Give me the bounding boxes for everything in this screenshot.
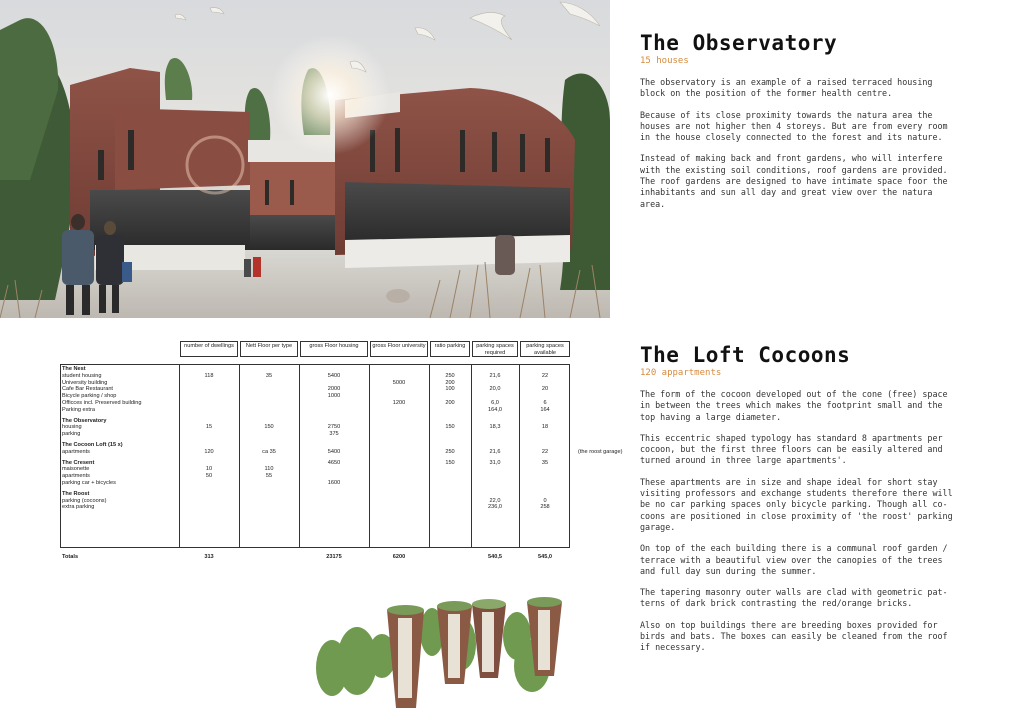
- table-row-label: Parking extra: [62, 406, 95, 413]
- table-cell: 21,6: [489, 448, 501, 455]
- table-cell: 35: [265, 372, 273, 379]
- loft-paragraph: The tapering masonry outer walls are clad with geometric pat- terns of dark brick contrasting the red/orange bricks.: [640, 587, 948, 609]
- table-group-label: The Roost: [62, 490, 90, 497]
- table-cell: 22: [541, 448, 549, 455]
- table-cell: 100: [445, 386, 455, 393]
- table-cell: 118: [204, 372, 214, 379]
- table-header-cell: number of dwellings: [180, 341, 238, 357]
- table-cell: 150: [264, 424, 274, 431]
- observatory-render-drawing: [0, 0, 610, 318]
- table-cell: 164,0: [488, 406, 502, 413]
- table-row-label: parking car + bicycles: [62, 480, 116, 486]
- sun-flare: [270, 35, 390, 155]
- table-cell: 31,0: [489, 459, 501, 466]
- cocoons-drawing: [312, 596, 572, 716]
- table-cell: 150: [445, 424, 455, 431]
- loft-paragraph: Also on top buildings there are breeding boxes provided for birds and bats. The boxes can easily be cleaned from the roof if necessary.: [640, 619, 948, 653]
- table-cell: 236,0: [488, 504, 502, 511]
- loft-paragraph: The form of the cocoon developed out of the cone (free) space in between the trees which makes the footprint small and the top having a large diameter.: [640, 389, 948, 422]
- table-cell: 55: [265, 473, 273, 480]
- loft-paragraph: This eccentric shaped typology has standard 8 apartments per cocoon, but the first three floors can be easily altered and turned around in three large apartments'.: [640, 432, 943, 466]
- table-header-cell: parking spaces available: [520, 341, 570, 357]
- table-cell: 18,3: [489, 424, 501, 431]
- program-table: [60, 340, 640, 570]
- tree-back: [165, 58, 192, 100]
- table-row-label: student housing: [62, 372, 102, 379]
- observatory-subtitle: 15 houses: [640, 56, 689, 66]
- observatory-paragraph: Instead of making back and front gardens, who will interfere with the existing soil conditions, roof gardens are provided. The roof gardens are designed to have intimate space foor the inhabitants and sun all day and great view over the natura area.: [640, 153, 948, 209]
- table-header-cell: Nett Floor per type: [240, 341, 298, 357]
- left-wing: [115, 108, 250, 190]
- table-cell: 120: [204, 448, 214, 455]
- table-cell: 1600: [327, 480, 341, 486]
- table-cell: 4650: [327, 459, 341, 466]
- table-row-label: apartments: [62, 473, 90, 480]
- table-cell: ca 35: [262, 448, 276, 455]
- table-cell: 110: [264, 466, 274, 473]
- table-row-label: parking (cocoons): [62, 497, 107, 504]
- table-cell: 21,6: [489, 372, 501, 379]
- table-column-rule: [369, 364, 370, 548]
- table-cell: 5400: [327, 372, 341, 379]
- table-totals-cell: 313: [204, 554, 214, 560]
- observatory-title: The Observatory: [640, 31, 838, 55]
- table-group-label: The Cresent: [62, 459, 95, 466]
- table-cell: 258: [540, 504, 550, 511]
- table-totals-cell: 6200: [392, 554, 406, 560]
- table-cell: 22: [541, 372, 549, 379]
- table-cell: 375: [329, 431, 339, 438]
- table-cell: 22,0: [489, 497, 501, 504]
- table-cell: 35: [541, 459, 549, 466]
- table-row-label: extra parking: [62, 504, 95, 511]
- table-cell: 5400: [327, 448, 341, 455]
- observatory-paragraph: The observatory is an example of a raised terraced housing block on the position of the former health centre.: [640, 77, 933, 99]
- table-cell: 1000: [327, 393, 341, 400]
- loft-cocoons-section: [640, 342, 1000, 654]
- table-row-label: Bicycle parking / shop: [62, 393, 117, 400]
- table-cell: 150: [445, 459, 455, 466]
- trees: [316, 608, 550, 696]
- observatory-paragraph: Because of its close proximity towards the natura area the houses are not higher then 4 storeys. But are from every room in the house closely connected to the forest and its nature.: [640, 109, 948, 143]
- table-cell: 250: [445, 372, 455, 379]
- table-row-label: maisonette: [62, 466, 90, 473]
- table-side-note: (the roost garage): [578, 448, 623, 455]
- loft-paragraph: These apartments are in size and shape ideal for short stay visiting professors and exchange students therefore there will be no car parking spaces only bicycle parking. Though all co- coons are positioned in close proximity of 'the roost' parking garage.: [640, 476, 953, 532]
- table-cell: 200: [445, 400, 455, 406]
- loft-subtitle: 120 appartments: [640, 368, 722, 378]
- cocoons-illustration: [312, 596, 572, 716]
- table-group-label: The Observatory: [62, 417, 107, 424]
- table-header-cell: gross Floor university: [370, 341, 428, 357]
- table-group-label: The Nest: [62, 366, 86, 372]
- table-totals-cell: 540,5: [488, 554, 502, 560]
- loft-title: The Loft Cocoons: [640, 343, 851, 367]
- observatory-section: [640, 30, 1000, 210]
- table-group-label: The Cocoon Loft (15 x): [62, 442, 123, 448]
- observatory-render: [0, 0, 610, 318]
- table-cell: 50: [205, 473, 213, 480]
- table-cell: 250: [445, 448, 455, 455]
- table-row-label: housing: [62, 424, 82, 431]
- table-totals-cell: 23175: [326, 554, 342, 560]
- table-cell: 15: [205, 424, 213, 431]
- table-cell: 10: [205, 466, 213, 473]
- table-header-cell: gross Floor housing: [300, 341, 368, 357]
- table-totals-label: Totals: [62, 554, 79, 560]
- table-cell: 2000: [327, 386, 341, 393]
- table-cell: 6,0: [491, 400, 499, 406]
- table-column-rule: [179, 364, 180, 548]
- table-row-label: parking: [62, 431, 81, 438]
- table-row-label: University building: [62, 379, 108, 386]
- table-row-label: apartments: [62, 448, 90, 455]
- table-cell: 20: [541, 386, 549, 393]
- curved-glazing: [345, 182, 570, 245]
- table-cell: 1200: [392, 400, 406, 406]
- table-totals-cell: 545,0: [538, 554, 552, 560]
- table-header-cell: parking spaces required: [472, 341, 518, 357]
- table-cell: 0: [543, 497, 547, 504]
- table-cell: 6: [543, 400, 547, 406]
- table-cell: 164: [540, 406, 550, 413]
- table-cell: 200: [445, 379, 455, 386]
- table-row-label: Cafe Bar Restaurant: [62, 386, 113, 393]
- table-row-label: Officces incl. Preserved building: [62, 400, 142, 406]
- table-cell: 20,0: [489, 386, 501, 393]
- table-column-rule: [239, 364, 240, 548]
- birds: [175, 2, 600, 72]
- table-header-cell: ratio parking: [430, 341, 470, 357]
- center-glazing: [250, 215, 335, 250]
- table-cell: 2750: [327, 424, 341, 431]
- loft-paragraph: On top of the each building there is a communal roof garden / terrace with a beautiful view over the canopies of the trees and full day sun during the summer.: [640, 543, 948, 576]
- table-cell: 5000: [392, 379, 406, 386]
- table-cell: 18: [541, 424, 549, 431]
